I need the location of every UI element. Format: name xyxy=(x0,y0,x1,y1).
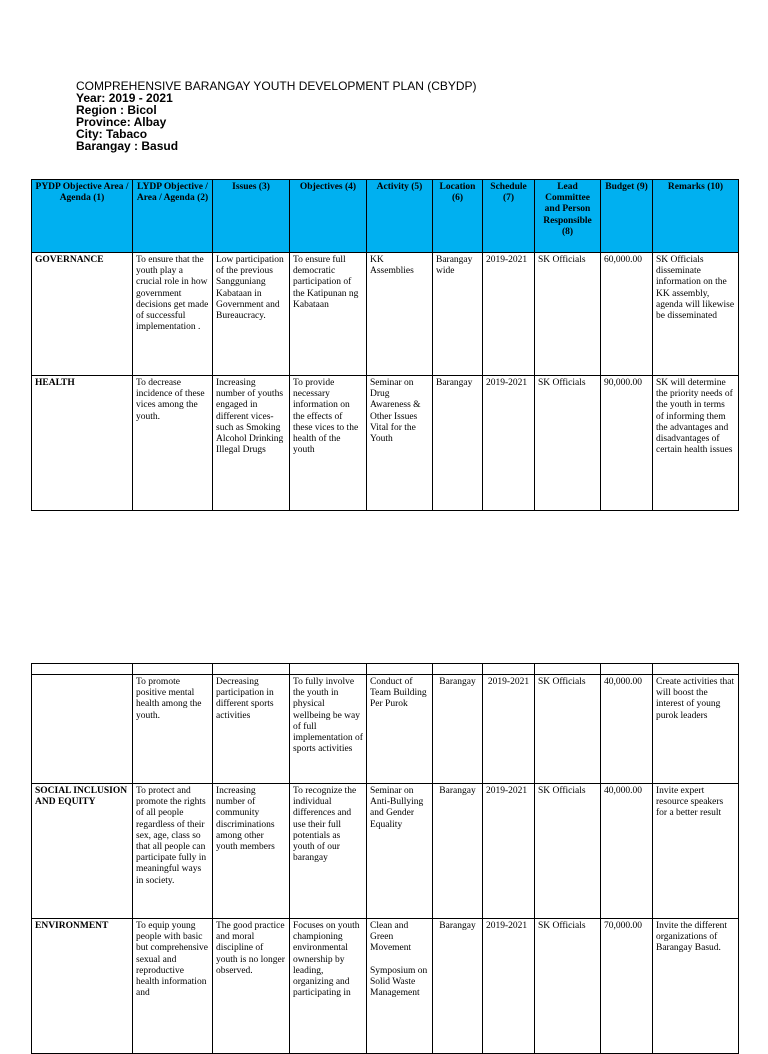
document-header xyxy=(76,80,477,152)
budget-cell: 90,000.00 xyxy=(601,376,653,511)
budget-cell: 40,000.00 xyxy=(601,784,653,919)
remarks-cell: Invite the different organizations of Barangay Basud. xyxy=(653,919,739,1054)
lydp-cell: To decrease incidence of these vices among the youth. xyxy=(133,376,213,511)
activity-cell: Seminar on Drug Awareness & Other Issues Vital for the Youth xyxy=(367,376,433,511)
schedule-cell: 2019-2021 xyxy=(483,919,535,1054)
location-cell: Barangay xyxy=(433,784,483,919)
remarks-cell: Create activities that will boost the interest of young purok leaders xyxy=(653,675,739,784)
objectives-cell: To ensure full democratic participation of the Katipunan ng Kabataan xyxy=(290,253,367,376)
objectives-cell: To provide necessary information on the effects of these vices to the health of the youth xyxy=(290,376,367,511)
column-header: Schedule (7) xyxy=(483,180,535,253)
lydp-cell: To ensure that the youth play a crucial role in how government decisions get made of successful implementation . xyxy=(133,253,213,376)
lydp-cell: To protect and promote the rights of all people regardless of their sex, age, class so that all people can participate fully in meaningful ways in society. xyxy=(133,784,213,919)
location-cell: Barangay xyxy=(433,376,483,511)
city-line: City: Tabaco xyxy=(76,127,148,141)
table-row xyxy=(32,253,739,376)
location-cell: Barangay xyxy=(433,919,483,1054)
column-header: LYDP Objective / Area / Agenda (2) xyxy=(133,180,213,253)
budget-cell: 70,000.00 xyxy=(601,919,653,1054)
objectives-cell: To recognize the individual differences and use their full potentials as youth of our barangay xyxy=(290,784,367,919)
area-cell: HEALTH xyxy=(32,376,133,511)
region-line: Region : Bicol xyxy=(76,103,157,117)
barangay-line: Barangay : Basud xyxy=(76,139,179,153)
issues-cell: Decreasing participation in different sports activities xyxy=(213,675,290,784)
area-cell: ENVIRONMENT xyxy=(32,919,133,1054)
area-cell: GOVERNANCE xyxy=(32,253,133,376)
lydp-cell: To equip young people with basic but comprehensive sexual and reproductive health information and xyxy=(133,919,213,1054)
column-header: Issues (3) xyxy=(213,180,290,253)
table-row xyxy=(32,376,739,511)
activity-cell: KK Assemblies xyxy=(367,253,433,376)
lead-cell: SK Officials xyxy=(535,253,601,376)
table-blank-row xyxy=(32,664,739,675)
objectives-cell: To fully involve the youth in physical wellbeing be way of full implementation of sports activities xyxy=(290,675,367,784)
activity-cell: Conduct of Team Building Per Purok xyxy=(367,675,433,784)
table-row xyxy=(32,919,739,1054)
column-header: Location (6) xyxy=(433,180,483,253)
column-header: PYDP Objective Area / Agenda (1) xyxy=(32,180,133,253)
location-cell: Barangay wide xyxy=(433,253,483,376)
area-cell: SOCIAL INCLUSION AND EQUITY xyxy=(32,784,133,919)
issues-cell: Low participation of the previous Sangguniang Kabataan in Government and Bureaucracy. xyxy=(213,253,290,376)
schedule-cell: 2019-2021 xyxy=(483,253,535,376)
document-title: COMPREHENSIVE BARANGAY YOUTH DEVELOPMENT PLAN (CBYDP) xyxy=(76,79,477,93)
issues-cell: The good practice and moral discipline of youth is no longer observed. xyxy=(213,919,290,1054)
lead-cell: SK Officials xyxy=(535,675,601,784)
lead-cell: SK Officials xyxy=(535,784,601,919)
remarks-cell: SK will determine the priority needs of the youth in terms of informing them the advantages and disadvantages of certain health issues xyxy=(653,376,739,511)
issues-cell: Increasing number of youths engaged in different vices- such as Smoking Alcohol Drinking Illegal Drugs xyxy=(213,376,290,511)
remarks-cell: Invite expert resource speakers for a better result xyxy=(653,784,739,919)
lead-cell: SK Officials xyxy=(535,919,601,1054)
schedule-cell: 2019-2021 xyxy=(483,376,535,511)
remarks-cell: SK Officials disseminate information on the KK assembly, agenda will likewise be disseminated xyxy=(653,253,739,376)
column-header: Remarks (10) xyxy=(653,180,739,253)
issues-cell: Increasing number of community discriminations among other youth members xyxy=(213,784,290,919)
schedule-cell: 2019-2021 xyxy=(483,675,535,784)
lead-cell: SK Officials xyxy=(535,376,601,511)
objectives-cell: Focuses on youth championing environmental ownership by leading, organizing and participating in xyxy=(290,919,367,1054)
lydp-cell: To promote positive mental health among the youth. xyxy=(133,675,213,784)
activity-cell: Clean and Green Movement Symposium on Solid Waste Management xyxy=(367,919,433,1054)
plan-table-page1 xyxy=(31,179,739,511)
column-header: Objectives (4) xyxy=(290,180,367,253)
province-line: Province: Albay xyxy=(76,115,167,129)
budget-cell: 60,000.00 xyxy=(601,253,653,376)
area-cell xyxy=(32,675,133,784)
activity-cell: Seminar on Anti-Bullying and Gender Equality xyxy=(367,784,433,919)
budget-cell: 40,000.00 xyxy=(601,675,653,784)
table-row xyxy=(32,784,739,919)
schedule-cell: 2019-2021 xyxy=(483,784,535,919)
location-cell: Barangay xyxy=(433,675,483,784)
table-row xyxy=(32,675,739,784)
table-header-row xyxy=(32,180,739,253)
year-line: Year: 2019 - 2021 xyxy=(76,91,173,105)
column-header: Lead Committee and Person Responsible (8) xyxy=(535,180,601,253)
column-header: Budget (9) xyxy=(601,180,653,253)
plan-table-page2 xyxy=(31,663,739,1054)
column-header: Activity (5) xyxy=(367,180,433,253)
